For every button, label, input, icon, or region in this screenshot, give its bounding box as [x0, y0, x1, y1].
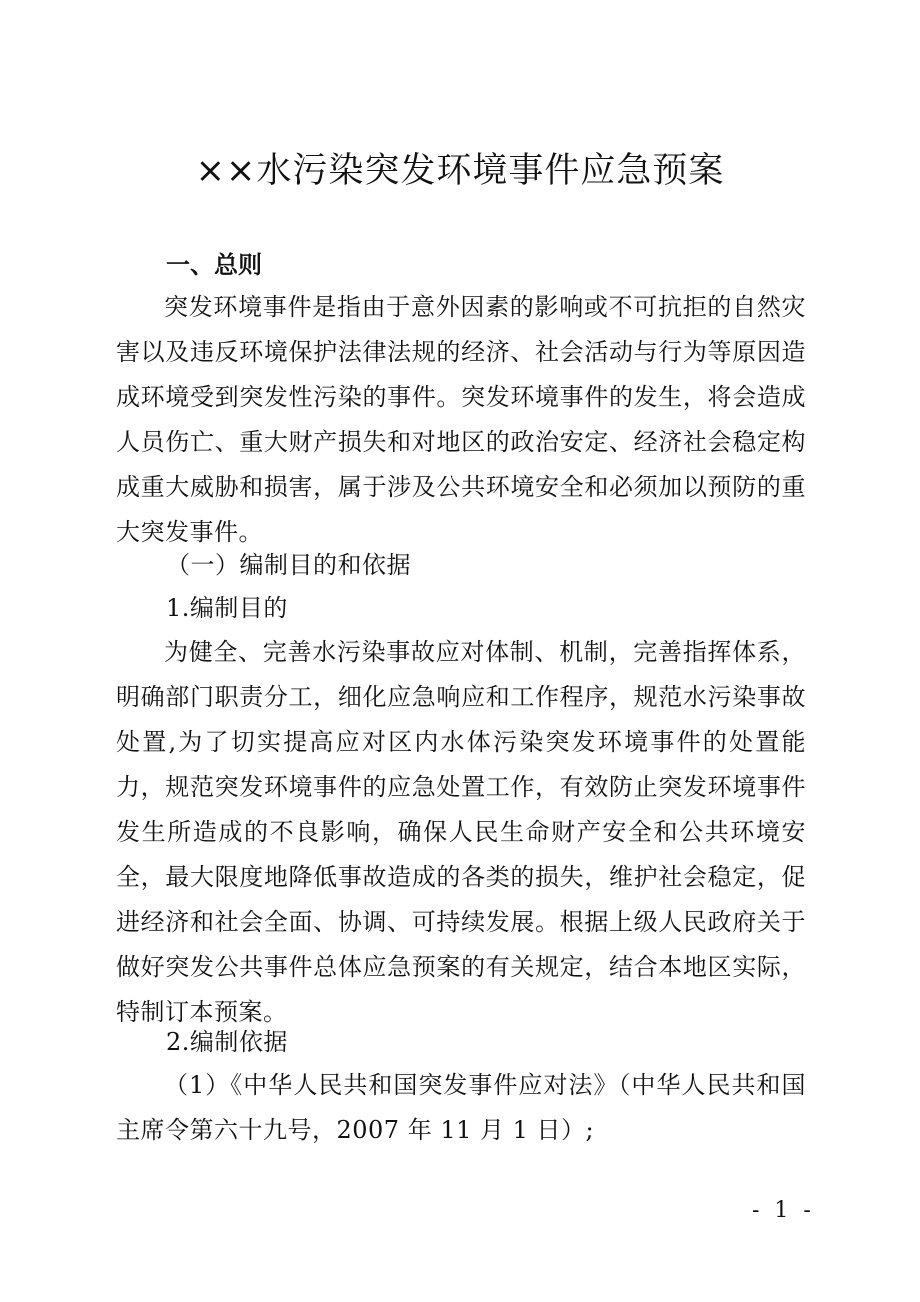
document-title: ××水污染突发环境事件应急预案 — [195, 151, 725, 191]
item-heading-compilation-basis: 2.编制依据 — [166, 1028, 288, 1056]
item-heading-compilation-purpose: 1.编制目的 — [166, 594, 288, 622]
compilation-purpose-paragraph: 为健全、完善水污染事故应对体制、机制，完善指挥体系，明确部门职责分工，细化应急响应和工作程序，规范水污染事故处置,为了切实提高应对区内水体污染突发环境事件的处置能力，规范突发环境事件的应急处置工作，有效防止突发环境事件发生所造成的不良影响，确保人民生命财产安全和公共环境安全，最大限度地降低事故造成的各类的损失，维护社会稳定，促进经济和社会全面、协调、可持续发展。根据上级人民政府关于做好突发公共事件总体应急预案的有关规定，结合本地区实际，特制订本预案。 — [116, 638, 806, 1026]
basis-item-1: （1）《中华人民共和国突发事件应对法》（中华人民共和国主席令第六十九号，2007 年 11 月 1 日）; — [116, 1071, 806, 1144]
section-heading-general: 一、总则 — [166, 251, 262, 279]
general-provisions-paragraph: 突发环境事件是指由于意外因素的影响或不可抗拒的自然灾害以及违反环境保护法律法规的经济、社会活动与行为等原因造成环境受到突发性污染的事件。突发环境事件的发生，将会造成人员伤亡、重大财产损失和对地区的政治安定、经济社会稳定构成重大威胁和损害，属于涉及公共环境安全和必须加以预防的重大突发事件。 — [116, 293, 806, 546]
page-number: - 1 - — [752, 1198, 815, 1223]
subsection-heading-purpose-and-basis: （一）编制目的和依据 — [166, 551, 411, 579]
